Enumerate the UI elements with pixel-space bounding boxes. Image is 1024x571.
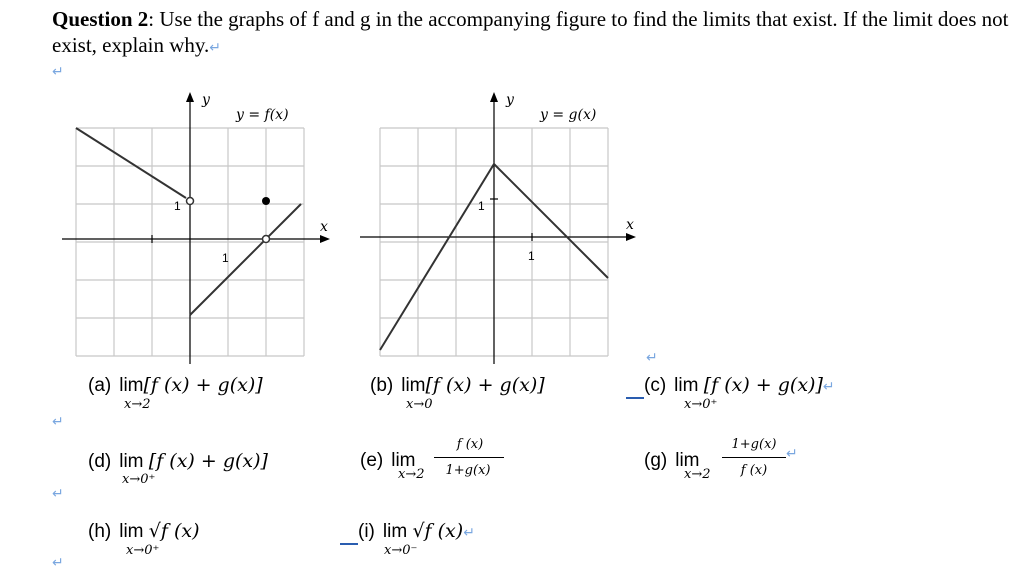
tick-label-y: 1 [174,199,181,213]
graph-g [360,92,650,364]
question-label: Question 2 [52,7,149,31]
x-axis-label: x [320,219,328,235]
limit-subscript: x→0 [406,397,433,412]
limit-expression: √f (x) [148,520,200,542]
limit-subscript: x→0⁻ [384,543,418,558]
part-h [88,520,200,543]
limit-subscript: x→0⁺ [684,397,718,412]
part-label: (a) [88,375,112,396]
question-body: : Use the graphs of f and g in the accompanying figure to find the limits that exist. If the limit does not exist, explain why. [52,7,1009,57]
fraction-bar [434,457,504,458]
part-b [370,374,545,397]
limit-subscript: x→0⁺ [126,543,160,558]
return-mark: ↵ [52,414,64,430]
part-label: (c) [644,375,667,396]
part-a [88,374,263,397]
lim-word: lim [119,451,144,472]
tick-label-x: 1 [222,251,229,265]
return-mark: ↵ [786,446,798,462]
part-d [88,450,268,473]
limit-expression: [f (x) + g(x)] [703,374,823,396]
fraction-denominator: f (x) [740,463,768,478]
limit-expression: √f (x) [412,520,464,542]
part-c [644,374,835,398]
part-label: (b) [370,375,394,396]
curve-f [76,128,301,315]
limit-subscript: x→2 [124,397,151,412]
lim-word: lim [674,375,699,396]
part-label: (g) [644,450,668,471]
return-mark: ↵ [52,64,64,80]
return-mark: ↵ [209,40,222,56]
axes-f [62,98,324,364]
graph-title: y = f(x) [236,107,289,123]
y-axis-label: y [506,92,514,108]
limit-subscript: x→2 [684,467,711,482]
return-mark: ↵ [463,525,475,541]
open-point [263,236,270,243]
part-label: (e) [360,450,384,471]
limit-expression: [f (x) + g(x)] [148,450,268,472]
underline-mark [340,543,358,545]
limit-subscript: x→0⁺ [122,472,156,487]
tick-label-x: 1 [528,249,535,263]
open-point [187,198,194,205]
part-label: (d) [88,451,112,472]
return-mark: ↵ [646,350,658,366]
question-text [52,6,1012,61]
x-axis-arrow [320,235,330,243]
fraction-numerator: f (x) [456,437,484,452]
filled-point [262,197,270,205]
return-mark: ↵ [52,555,64,571]
limit-expression: [f (x) + g(x)] [425,374,545,396]
limit-expression: [f (x) + g(x)] [143,374,263,396]
return-mark: ↵ [822,379,835,395]
lim-word: lim [391,450,416,471]
y-axis-label: y [202,92,210,108]
x-axis-label: x [626,217,634,233]
part-i [358,520,475,544]
graph-title: y = g(x) [540,107,597,123]
x-axis-arrow [626,233,636,241]
lim-word: lim [119,521,144,542]
y-axis-arrow [186,92,194,102]
part-label: (h) [88,521,112,542]
return-mark: ↵ [52,486,64,502]
fraction-bar [722,457,786,458]
fraction-numerator: 1+g(x) [731,437,777,452]
lim-word: lim [675,450,700,471]
graph-f [62,92,352,364]
y-axis-arrow [490,92,498,102]
lim-word: lim [401,375,426,396]
fraction-denominator: 1+g(x) [445,463,491,478]
lim-word: lim [119,375,144,396]
underline-mark [626,397,644,399]
limit-subscript: x→2 [398,467,425,482]
part-label: (i) [358,521,375,542]
tick-label-y: 1 [478,199,485,213]
lim-word: lim [382,521,408,542]
axes-g [360,98,630,364]
